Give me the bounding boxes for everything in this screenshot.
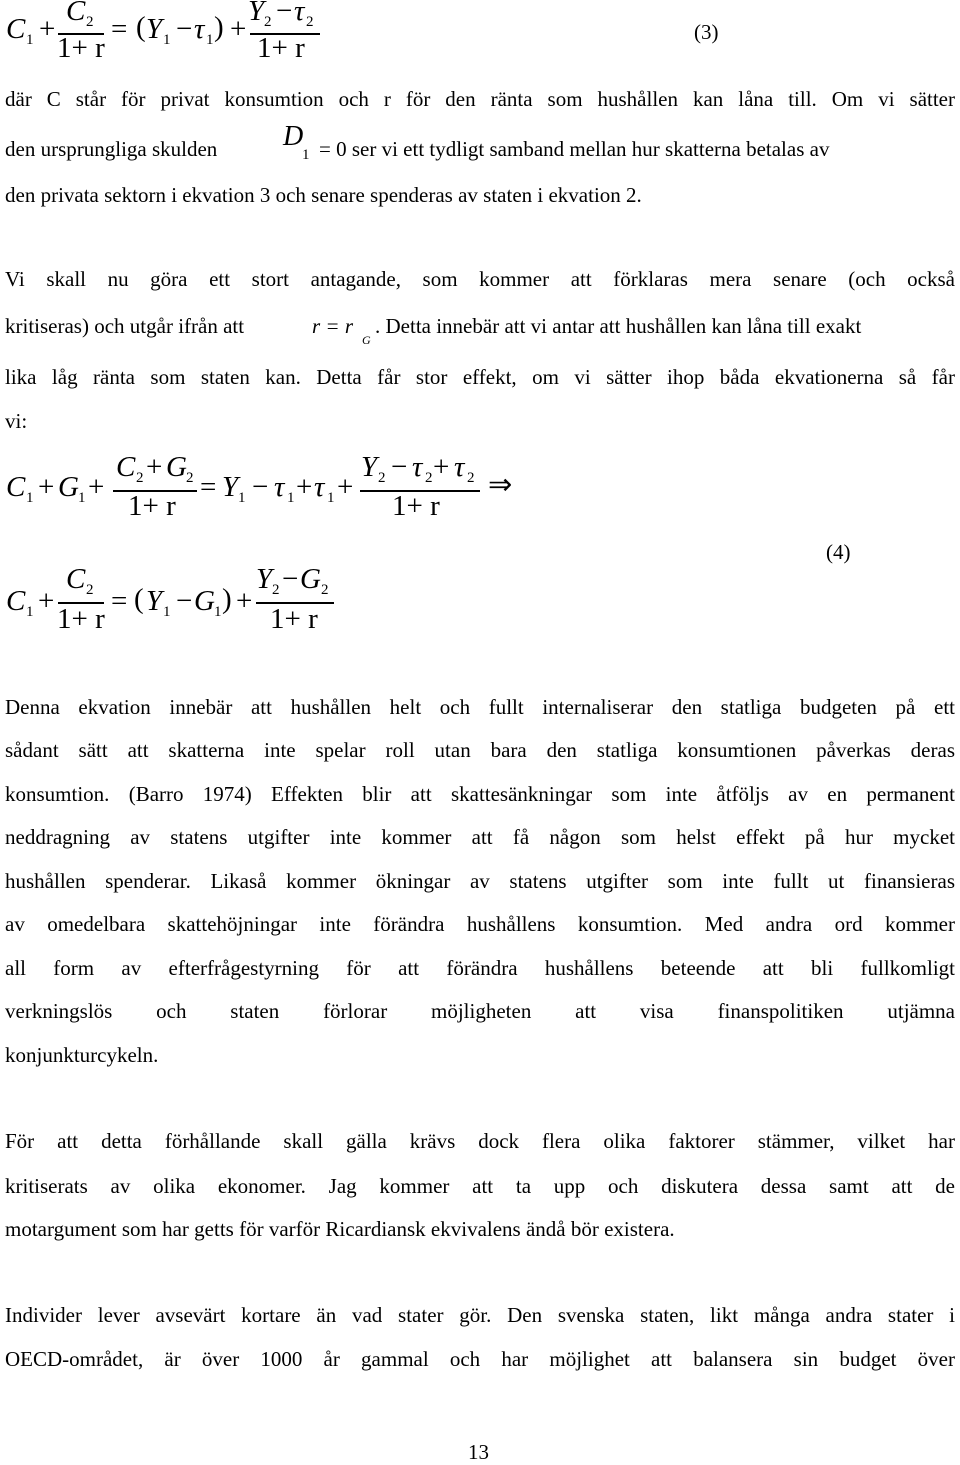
- paragraph-line: kritiserats av olika ekonomer. Jag kommer att ta upp och diskutera dessa samt att de: [5, 1174, 955, 1198]
- paragraph-line: den privata sektorn i ekvation 3 och senare spenderas av staten i ekvation 2.: [5, 183, 642, 207]
- math-denominator: 1+ r: [257, 32, 305, 64]
- math-operator: +: [230, 13, 247, 45]
- math-operator: −: [176, 13, 193, 45]
- math-symbol: G: [166, 451, 187, 483]
- math-symbol: Y: [146, 585, 163, 617]
- paragraph-line: hushållen spenderar. Likaså kommer ökningar av statens utgifter som inte fullt ut finansieras: [5, 869, 955, 893]
- math-denominator: 1+ r: [128, 490, 176, 522]
- math-symbol: C: [66, 563, 86, 595]
- math-symbol: τ: [194, 13, 205, 45]
- math-symbol: τ: [314, 471, 325, 503]
- equation-4: [0, 440, 960, 650]
- math-symbol: C: [66, 0, 86, 27]
- text-span: den ursprungliga skulden: [5, 137, 218, 161]
- paragraph-line: Denna ekvation innebär att hushållen helt och fullt internaliserar den statliga budgeten på ett: [5, 695, 955, 719]
- math-subscript: 2: [272, 582, 280, 598]
- math-subscript: 2: [321, 582, 329, 598]
- math-symbol: C: [6, 13, 26, 45]
- math-operator: +: [146, 451, 163, 483]
- math-subscript: 1: [78, 490, 86, 506]
- math-subscript: 2: [86, 14, 94, 30]
- math-symbol: C: [116, 451, 136, 483]
- math-paren: ): [214, 11, 224, 43]
- math-operator: =: [111, 13, 128, 45]
- math-subscript: 1: [26, 490, 34, 506]
- math-operator: −: [276, 0, 293, 27]
- implies-arrow: ⇒: [488, 469, 513, 501]
- math-denominator: 1+ r: [57, 603, 105, 635]
- math-symbol: Y: [248, 0, 265, 27]
- math-operator: +: [88, 471, 105, 503]
- text-span: . Detta innebär att vi antar att hushållen kan låna till exakt: [375, 314, 862, 338]
- paragraph-line: där C står för privat konsumtion och r för den ränta som hushållen kan låna till. Om vi sätter: [5, 87, 955, 111]
- math-subscript: 1: [163, 32, 171, 48]
- text-span: kritiseras) och utgår ifrån att: [5, 314, 245, 338]
- paragraph-line: neddragning av statens utgifter inte kommer att få någon som helst effekt på hur mycket: [5, 825, 955, 849]
- math-subscript: 1: [287, 490, 295, 506]
- math-subscript: 1: [26, 32, 34, 48]
- paragraph-line: av omedelbara skattehöjningar inte förändra hushållens konsumtion. Med andra ord kommer: [5, 912, 955, 936]
- paragraph-line: konsumtion. (Barro 1974) Effekten blir att skattesänkningar som inte åtföljs av en permanent: [5, 782, 955, 806]
- math-subscript: 2: [306, 14, 314, 30]
- math-denominator: 1+ r: [392, 490, 440, 522]
- math-symbol: Y: [222, 471, 239, 503]
- paragraph-line: OECD-området, är över 1000 år gammal och har möjlighet att balansera sin budget över: [5, 1347, 955, 1371]
- math-subscript: 2: [425, 470, 433, 486]
- math-symbol: C: [6, 585, 26, 617]
- math-expression: r = r: [312, 314, 354, 338]
- math-operator: +: [236, 585, 253, 617]
- math-symbol: τ: [454, 451, 465, 483]
- math-subscript: 2: [467, 470, 475, 486]
- math-paren: (: [134, 583, 144, 615]
- math-operator: −: [282, 563, 299, 595]
- paragraph-line: Individer lever avsevärt kortare än vad stater gör. Den svenska staten, likt många andra stater i: [5, 1303, 955, 1327]
- paragraph-line: konjunkturcykeln.: [5, 1043, 159, 1067]
- math-subscript: G: [362, 333, 371, 347]
- math-operator: +: [337, 471, 354, 503]
- math-symbol: D: [283, 121, 304, 152]
- math-paren: (: [136, 11, 146, 43]
- math-denominator: 1+ r: [57, 32, 105, 64]
- math-paren: ): [222, 583, 232, 615]
- math-subscript: 2: [186, 470, 194, 486]
- math-subscript: 1: [163, 604, 171, 620]
- equation-number: (3): [694, 20, 719, 44]
- math-subscript: 2: [136, 470, 144, 486]
- paragraph-line: all form av efterfrågestyrning för att förändra hushållens beteende att bli fullkomligt: [5, 956, 955, 980]
- math-symbol: G: [300, 563, 321, 595]
- math-symbol: G: [58, 471, 79, 503]
- math-subscript: 2: [86, 582, 94, 598]
- math-operator: +: [38, 585, 55, 617]
- math-subscript: 2: [264, 14, 272, 30]
- math-operator: +: [296, 471, 313, 503]
- text-span: = 0 ser vi ett tydligt samband mellan hur skatterna betalas av: [319, 137, 830, 161]
- paragraph-line: vi:: [5, 409, 28, 433]
- paragraph-line: För att detta förhållande skall gälla krävs dock flera olika faktorer stämmer, vilket har: [5, 1129, 955, 1153]
- math-symbol: Y: [361, 451, 378, 483]
- math-subscript: 1: [206, 32, 214, 48]
- math-operator: −: [252, 471, 269, 503]
- math-operator: +: [433, 451, 450, 483]
- math-symbol: C: [6, 471, 26, 503]
- math-operator: =: [200, 471, 217, 503]
- math-operator: −: [391, 451, 408, 483]
- paragraph-line: Vi skall nu göra ett stort antagande, som kommer att förklaras mera senare (och också: [5, 267, 955, 291]
- paragraph-line: verkningslös och staten förlorar möjligheten att visa finanspolitiken utjämna: [5, 999, 955, 1023]
- math-subscript: 1: [238, 490, 246, 506]
- paragraph-line-with-math: [5, 121, 955, 163]
- math-symbol: Y: [256, 563, 273, 595]
- math-denominator: 1+ r: [270, 603, 318, 635]
- math-symbol: τ: [294, 0, 305, 27]
- math-subscript: 2: [378, 470, 386, 486]
- math-subscript: 1: [26, 604, 34, 620]
- math-symbol: τ: [412, 451, 423, 483]
- math-operator: +: [38, 471, 55, 503]
- paragraph-line: motargument som har getts för varför Ricardiansk ekvivalens ändå bör existera.: [5, 1217, 675, 1241]
- paragraph-line: sådant sätt att skatterna inte spelar roll utan bara den statliga konsumtionen påverkas deras: [5, 738, 955, 762]
- math-subscript: 1: [327, 490, 335, 506]
- equation-number: (4): [826, 540, 851, 564]
- math-symbol: G: [194, 585, 215, 617]
- math-subscript: 1: [214, 604, 222, 620]
- paragraph-line-with-math: [5, 313, 955, 347]
- math-operator: +: [39, 13, 56, 45]
- math-subscript: 1: [302, 147, 310, 163]
- math-operator: =: [111, 585, 128, 617]
- page-number: 13: [468, 1440, 489, 1464]
- math-symbol: τ: [274, 471, 285, 503]
- equation-3: [0, 0, 960, 70]
- math-operator: −: [176, 585, 193, 617]
- paragraph-line: lika låg ränta som staten kan. Detta får stor effekt, om vi sätter ihop båda ekvationerna så får: [5, 365, 955, 389]
- math-symbol: Y: [146, 13, 163, 45]
